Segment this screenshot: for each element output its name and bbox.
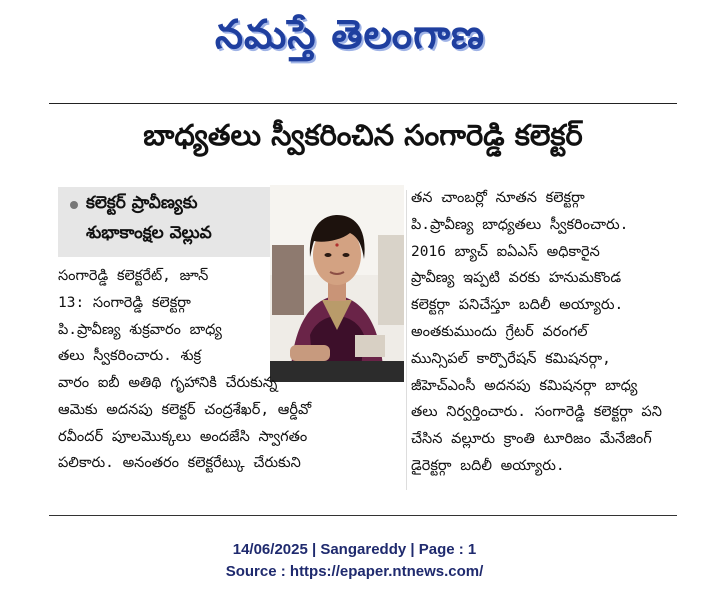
article-column-left-bottom [58, 370, 403, 477]
text-line: పలికారు. అనంతరం కలెక్టరేట్కు చేరుకుని [58, 455, 301, 472]
text-line: డైరెక్టర్గా బదిలీ అయ్యారు. [411, 457, 565, 474]
text-line: కలెక్టర్గా పనిచేస్తూ బదిలీ అయ్యారు. [411, 297, 624, 314]
article-subheadline-box [58, 187, 272, 257]
text-line: జీహెచ్ఎంసీ అదనపు కమిషనర్గా బాధ్య [411, 377, 638, 394]
text-line: మున్సిపల్ కార్పొరేషన్ కమిషనర్గా, [411, 350, 611, 367]
footer-date-line: 14/06/2025 | Sangareddy | Page : 1 [232, 541, 477, 558]
text-line: చేసిన వల్లూరు క్రాంతి టూరిజం మేనేజింగ్ [411, 431, 652, 448]
subheadline-line: కలెక్టర్ ప్రావీణ్యకు [86, 193, 198, 213]
text-line: పి.ప్రావీణ్య శుక్రవారం బాధ్య [58, 321, 222, 338]
text-line: 2016 బ్యాచ్ ఐఏఎస్ అధికారైన [411, 243, 600, 260]
text-line: 13: సంగారెడ్డి కలెక్టర్గా [58, 294, 191, 311]
article-column-left-top [58, 263, 270, 370]
text-line: ప్రావీణ్య ఇప్పటి వరకు హనుమకొండ [411, 270, 622, 287]
article-headline: బాధ్యతలు స్వీకరించిన సంగారెడ్డి కలెక్టర్ [143, 118, 583, 152]
text-line: అంతకుముందు గ్రేటర్ వరంగల్ [411, 323, 588, 340]
subheadline-line: శుభాకాంక్షల వెల్లువ [86, 223, 212, 243]
text-line: రవీందర్ పూలమొక్కలు అందజేసి స్వాగతం [58, 428, 308, 445]
bullet-icon [70, 201, 78, 209]
text-line: తలు నిర్వర్తించారు. సంగారెడ్డి కలెక్టర్గా పని [411, 404, 662, 421]
bottom-divider [49, 515, 677, 516]
collector-photo [270, 185, 404, 382]
masthead-title: నమస్తే తెలంగాణ [214, 10, 486, 58]
column-divider [406, 190, 407, 490]
text-line: తలు స్వీకరించారు. శుక్ర [58, 348, 202, 365]
article-column-right [411, 185, 681, 480]
text-line: ఆమెకు అదనపు కలెక్టర్ చంద్రశేఖర్, ఆర్డీవో [58, 401, 312, 418]
footer-source-line: Source : https://epaper.ntnews.com/ [225, 563, 484, 580]
text-line: తన చాంబర్లో నూతన కలెక్టర్గా [411, 190, 585, 206]
text-line: వారం ఐబీ అతిథి గృహానికి చేరుకున్న [58, 375, 278, 391]
text-line: పి.ప్రావీణ్య బాధ్యతలు స్వీకరించారు. [411, 216, 629, 233]
text-line: సంగారెడ్డి కలెక్టరేట్, జూన్ [58, 268, 209, 284]
collector-photo-illustration [270, 185, 404, 382]
